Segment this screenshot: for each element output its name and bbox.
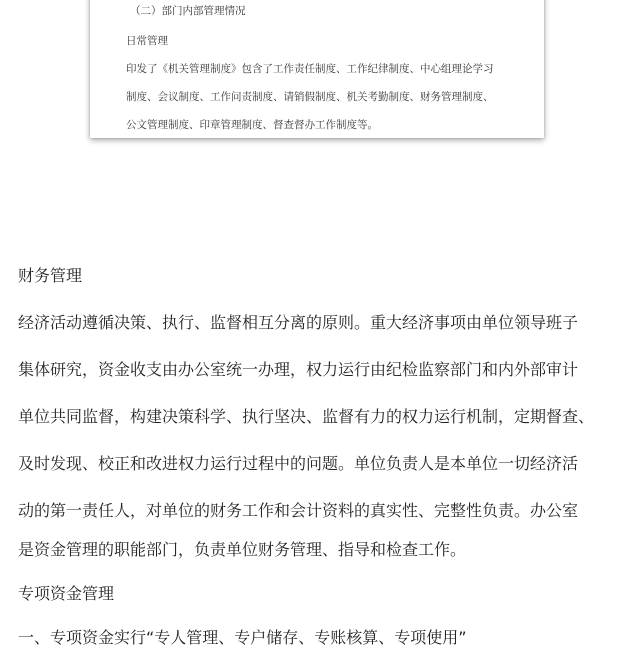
embedded-document-page [90, 0, 544, 138]
paragraph-line: 是资金管理的职能部门，负责单位财务管理、指导和检查工作。 [18, 540, 467, 559]
paragraph-line: 公文管理制度、印章管理制度、督查督办工作制度等。 [126, 119, 378, 131]
paragraph-line: 单位共同监督，构建决策科学、执行坚决、监督有力的权力运行机制，定期督查、 [18, 407, 595, 426]
paragraph-line: 动的第一责任人，对单位的财务工作和会计资料的真实性、完整性负责。办公室 [18, 501, 579, 520]
heading-finance: 财务管理 [18, 266, 83, 285]
section-title: 日常管理 [126, 35, 168, 47]
paragraph-line: 集体研究，资金收支由办公室统一办理，权力运行由纪检监察部门和内外部审计 [18, 360, 579, 379]
paragraph-line: 制度、会议制度、工作问责制度、请销假制度、机关考勤制度、财务管理制度、 [126, 91, 494, 103]
paragraph-line: 及时发现、校正和改进权力运行过程中的问题。单位负责人是本单位一切经济活 [18, 454, 579, 473]
paragraph-line: 印发了《机关管理制度》包含了工作责任制度、工作纪律制度、中心组理论学习 [126, 63, 494, 75]
paragraph-line: 经济活动遵循决策、执行、监督相互分离的原则。重大经济事项由单位领导班子 [18, 313, 579, 332]
subheading: （二）部门内部管理情况 [130, 5, 246, 17]
heading-special-funds: 专项资金管理 [18, 584, 115, 603]
paragraph-line: 一、专项资金实行“专人管理、专户储存、专账核算、专项使用” [18, 628, 467, 647]
